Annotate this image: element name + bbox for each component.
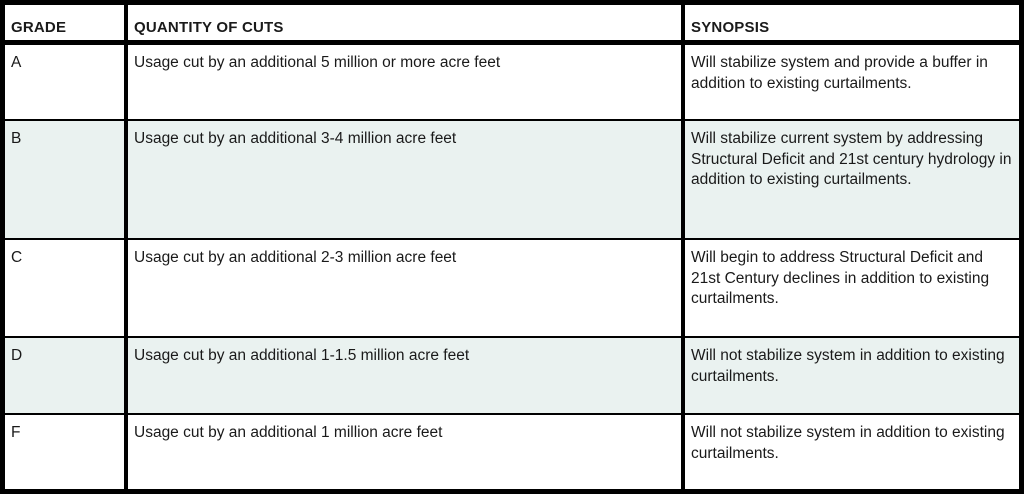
row-a-synopsis: Will stabilize system and provide a buffer in addition to existing curtailments.: [685, 45, 1019, 119]
row-c-grade: C: [5, 240, 124, 336]
row-f-grade: F: [5, 415, 124, 489]
row-b-synopsis: Will stabilize current system by addressing Structural Deficit and 21st century hydrology in addition to existing curtailments.: [685, 121, 1019, 238]
row-d-quantity: Usage cut by an additional 1-1.5 million acre feet: [128, 338, 681, 413]
row-a-grade: A: [5, 45, 124, 119]
row-f-quantity: Usage cut by an additional 1 million acre feet: [128, 415, 681, 489]
header-grade: GRADE: [5, 5, 124, 40]
row-d-grade: D: [5, 338, 124, 413]
row-a-quantity: Usage cut by an additional 5 million or more acre feet: [128, 45, 681, 119]
row-c-quantity: Usage cut by an additional 2-3 million acre feet: [128, 240, 681, 336]
row-d-synopsis: Will not stabilize system in addition to existing curtailments.: [685, 338, 1019, 413]
row-f-synopsis: Will not stabilize system in addition to existing curtailments.: [685, 415, 1019, 489]
row-b-grade: B: [5, 121, 124, 238]
row-c-synopsis: Will begin to address Structural Deficit and 21st Century declines in addition to existing curtailments.: [685, 240, 1019, 336]
header-synopsis: SYNOPSIS: [685, 5, 1019, 40]
header-quantity-of-cuts: QUANTITY OF CUTS: [128, 5, 681, 40]
row-b-quantity: Usage cut by an additional 3-4 million acre feet: [128, 121, 681, 238]
